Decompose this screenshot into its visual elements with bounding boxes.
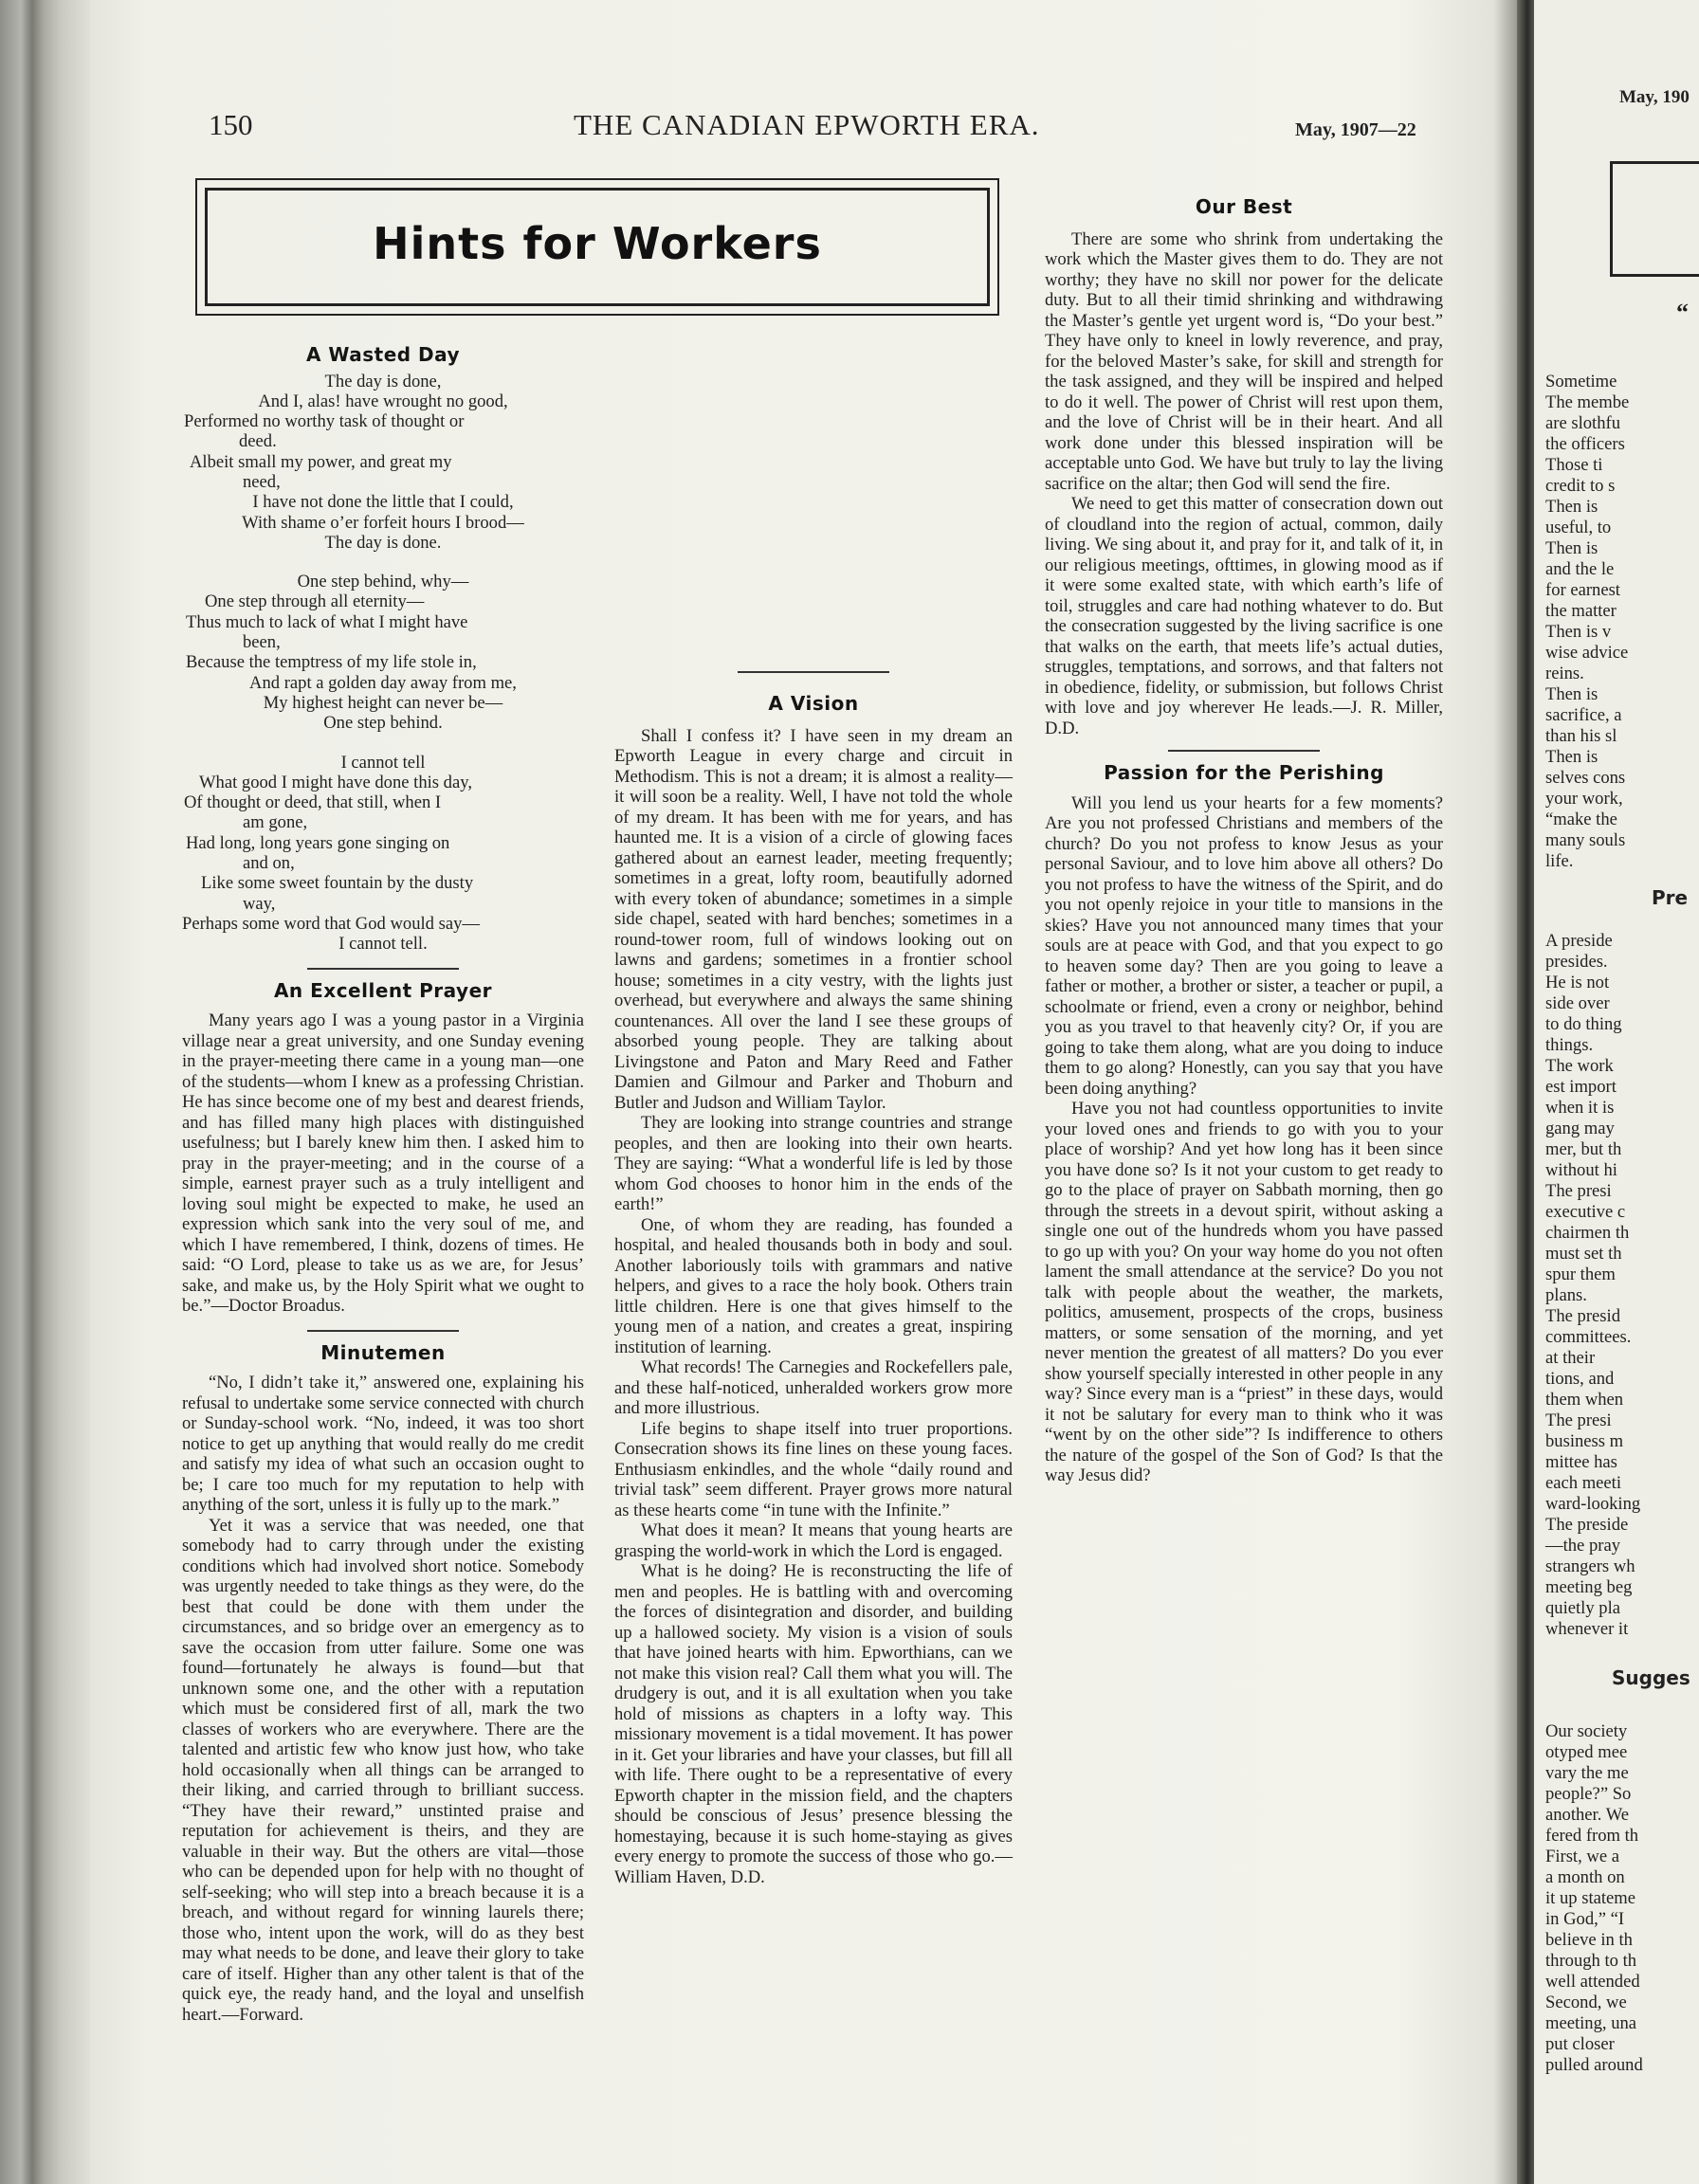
next-page-line: The preside	[1545, 1515, 1629, 1535]
poem-line: way,	[243, 893, 276, 914]
journal-title: THE CANADIAN EPWORTH ERA.	[574, 108, 1040, 141]
our-best-paragraph: There are some who shrink from undertaking the work which the Master gives them to do. They are not worthy; they have no skill nor power for the delicate duty. But to all their timid shrinking and withdrawing the Master’s gentle yet urgent word is, “Do your best.” They have only to kneel in lowly reverence, and pray, for the beloved Master’s sake, for skill and strength for the task assigned, and they will be inspired and helped to do it well. The power of Christ will rest upon them, and the love of Christ will be in their heart. And all work done under this blessed inspiration will be acceptable unto God. We have but truly to lay the living sacrifice on the altar; then God will send the fire.	[1045, 228, 1443, 494]
wasted-day-title: A Wasted Day	[305, 343, 461, 366]
vision-paragraph: What records! The Carnegies and Rockefellers pale, and these half-noticed, unheralded workers grow more and more illustrious.	[614, 1357, 1013, 1418]
next-page-line: in God,” “I	[1545, 1909, 1625, 1929]
next-page-line: The work	[1545, 1056, 1614, 1076]
our-best-title: Our Best	[1195, 195, 1293, 218]
next-page-line: a month on	[1545, 1867, 1625, 1887]
next-page-line: quietly pla	[1545, 1598, 1621, 1618]
next-page-line: presides.	[1545, 952, 1608, 972]
next-page-line: meeting beg	[1545, 1577, 1633, 1597]
passion-paragraph: Have you not had countless opportunities to invite your loved ones and friends to go with you to your place of worship? And yet how long has it been since you have done so? Is it not your custom to get ready to go to the place of prayer on Sabbath morning, then go through the streets in a devout spirit, without asking a single one out of the hundreds whom you have passed to go up with you? On your way home do you not often lament the small attendance at the service? Do you not talk with people about the weather, the markets, politics, amusement, prospects of the crops, business matters, or some sensation of the morning, and yet never mention the greatest of all matters? Do you ever show yourself specially interested in other people in any way? Since every man is a “priest” in these days, would it not be salutary for every man to think who it was “went by on the other side”? Is indifference to others the nature of the gospel of the Son of God? Is that the way Jesus did?	[1045, 1099, 1443, 1485]
next-page-line: —the pray	[1545, 1536, 1620, 1556]
next-page-line: your work,	[1545, 789, 1623, 809]
section-divider	[307, 1330, 459, 1332]
next-page-line: them when	[1545, 1390, 1624, 1410]
next-page-line: each meeti	[1545, 1473, 1622, 1493]
poem-line: And I, alas! have wrought no good,	[258, 391, 508, 411]
next-page-line: people?” So	[1545, 1784, 1632, 1804]
next-page-line: Then is	[1545, 747, 1599, 767]
column-1	[182, 345, 584, 2025]
next-page-line: well attended	[1545, 1972, 1640, 1992]
poem-line: am gone,	[243, 812, 308, 833]
next-page-line: Those ti	[1545, 455, 1603, 475]
next-page-line: selves cons	[1545, 768, 1626, 788]
vision-paragraph: What is he doing? He is reconstructing the life of men and peoples. He is battling with and overcoming the forces of disintegration and disorder, and building up a hallowed society. My vision is a vision of souls that have joined hearts with him. Epworthians, can we not make this vision real? Call them what you will. The drudgery is out, and it is all exultation when you take hold of missions as chapters in a lofty way. This missionary movement is a tidal movement. It has power in it. Get your libraries and have your classes, but fill all with life. There ought to be a representative of every Epworth chapter in the mission field, and the chapters should be conscious of Jesus’ presence blessing the homestaying, because it is such home-staying as gives every energy to promote the success of those who go.—William Haven, D.D.	[614, 1561, 1013, 1887]
poem-line: The day is done.	[324, 532, 442, 553]
title-banner	[195, 178, 999, 316]
poem-line: One step behind, why—	[297, 572, 469, 592]
next-page-line: Second, we	[1545, 1993, 1627, 2012]
next-page-line: must set th	[1545, 1244, 1622, 1264]
next-page-line: First, we a	[1545, 1847, 1619, 1866]
minutemen-title: Minutemen	[320, 1340, 446, 1364]
next-page-line: to do thing	[1545, 1014, 1622, 1034]
vision-paragraph: Shall I confess it? I have seen in my dream an Epworth League in every charge and circuit in Methodism. This is not a dream; it is almost a reality—it will soon be a reality. Well, I have not told the whole of my dream. It has been with me for years, and has haunted me. It is a vision of a circle of glowing faces gathered about an earnest leader, meeting frequently; sometimes in a great, lofty room, beautifully adorned with every token of abundance; sometimes in a simple side chapel, seated with hard benches; sometimes in a round-tower room, full of windows looking out on lawns and gardens; sometimes in a frontier school house; sometimes in a city vestry, with the lights just overhead, but everywhere and always the same shining countenances. All over the land I see these groups of absorbed young people. They are talking about Livingstone and Paton and Mary Reed and Father Damien and Gilmour and Parker and Thoburn and Butler and Judson and William Taylor.	[614, 725, 1013, 1113]
next-page-line: when it is	[1545, 1098, 1615, 1118]
vision-paragraph: Life begins to shape itself into truer proportions. Consecration shows its fine lines on these young faces. Enthusiasm enkindles, and the whole “daily round and trivial task” seem different. Prayer grows more natural as these hearts come “in tune with the Infinite.”	[614, 1418, 1013, 1520]
next-page-line: life.	[1545, 851, 1574, 871]
next-page-line: plans.	[1545, 1285, 1587, 1305]
next-page-line: He is not	[1545, 973, 1610, 992]
next-page-line: Our society	[1545, 1721, 1628, 1741]
next-page-line: The presi	[1545, 1181, 1612, 1201]
poem-line: One step behind.	[323, 713, 443, 734]
poem-line: been,	[243, 632, 281, 653]
next-page-line: meeting, una	[1545, 2013, 1637, 2033]
poem-line: Had long, long years gone singing on	[186, 832, 450, 853]
book-binding-edge	[0, 0, 90, 2184]
next-page-line: and the le	[1545, 559, 1615, 579]
issue-date: May, 1907—22	[1295, 119, 1416, 140]
next-page-line: reins.	[1545, 664, 1584, 683]
poem-line: I cannot tell	[340, 752, 426, 773]
poem-line: Because the temptress of my life stole in,	[186, 652, 477, 673]
next-page-line: mittee has	[1545, 1452, 1617, 1472]
next-page-line: strangers wh	[1545, 1556, 1635, 1576]
poem-line: What good I might have done this day,	[199, 772, 472, 792]
next-page-line: the matter	[1545, 601, 1617, 621]
next-page-line: things.	[1545, 1035, 1594, 1055]
next-page-line: Then is v	[1545, 622, 1612, 642]
next-page-line: it up stateme	[1545, 1888, 1636, 1908]
next-page-line: vary the me	[1545, 1763, 1629, 1783]
next-page-banner-frame	[1610, 161, 1699, 277]
section-divider	[1168, 750, 1320, 752]
next-page-line: “make the	[1545, 810, 1617, 829]
banner-title: Hints for Workers	[373, 218, 822, 269]
section-divider	[307, 968, 459, 970]
poem-line: One step through all eternity—	[205, 592, 425, 612]
next-page-line: spur them	[1545, 1265, 1616, 1284]
vision-title: A Vision	[768, 692, 859, 715]
next-page-line: tions, and	[1545, 1369, 1615, 1389]
poem-line: With shame o’er forfeit hours I brood—	[242, 512, 524, 533]
next-page-line: without hi	[1545, 1160, 1617, 1180]
next-page-line: ward-looking	[1545, 1494, 1641, 1514]
column-3	[1045, 178, 1443, 1486]
poem-line: deed.	[239, 431, 277, 452]
next-page-line: at their	[1545, 1348, 1596, 1368]
next-page-line: useful, to	[1545, 518, 1612, 537]
next-page-line: gang may	[1545, 1119, 1615, 1138]
next-page-line: Then is	[1545, 497, 1599, 517]
poem-line: And rapt a golden day away from me,	[249, 672, 517, 693]
excellent-prayer-body: Many years ago I was a young pastor in a Virginia village near a great university, and one Sunday evening in the prayer-meeting there came in a young man—one of the students—whom I knew as a professing Christian. He has since become one of my best and dearest friends, and has filled many high places with distinguished usefulness; but I barely knew him then. I asked him to pray in the prayer-meeting; and in the course of a simple, earnest prayer such as a truly intelligent and loving soul might be expected to make, he used an expression which sank into the very soul of me, and which I have remembered, I think, dozens of times. He said: “O Lord, please to take us as we are, for Jesus’ sake, and make us, by the Holy Spirit what we ought to be.”—Doctor Broadus.	[182, 1010, 584, 1317]
poem-line: Albeit small my power, and great my	[190, 451, 452, 472]
column-2-vision	[614, 671, 1013, 1887]
poem-line: Like some sweet fountain by the dusty	[201, 873, 474, 894]
next-page-line: through to th	[1545, 1951, 1637, 1971]
minutemen-paragraph: Yet it was a service that was needed, one that somebody had to carry through under the existing conditions which had involved short notice. Somebody was urgently needed to take things as they were, do the best that could be done with them under the circumstances, and so bridge over an emergency as to save the occasion from utter failure. Some one was found—fortunately he always is found—but that unknown some one, and the other with a reputation which must be considered first of all, mark the two classes of workers who are everywhere. There are the talented and artistic few who know just how, who take hold occasionally when all things can be arranged to their liking, and carried through to brilliant success. “They have their reward,” unstinted praise and reputation for achievement is theirs, and they are valuable in their way. But the others are vital—those who can be depended upon for help with no thought of self-seeking; who will step into a breach because it is a breach, and without regard for winning laurels there; those who, intent upon the work, will do as they best may what needs to be done, and leave their glory to take care of itself. Higher than any other talent is that of the quick eye, the ready hand, and the loyal and unselfish heart.—Forward.	[182, 1515, 584, 2025]
next-page-header: May, 190	[1619, 87, 1690, 107]
next-page-line: A preside	[1545, 931, 1613, 951]
wasted-day-poem	[182, 372, 584, 955]
next-page-line: the officers	[1545, 434, 1625, 454]
next-page-line: The presi	[1545, 1410, 1612, 1430]
poem-line: My highest height can never be—	[263, 692, 503, 713]
next-page-line: mer, but th	[1545, 1139, 1622, 1159]
next-page-line: whenever it	[1545, 1619, 1629, 1639]
next-page-line: put closer	[1545, 2034, 1615, 2054]
poem-line: I have not done the little that I could,	[252, 492, 514, 513]
next-page-line: believe in th	[1545, 1930, 1633, 1950]
excellent-prayer-title: An Excellent Prayer	[273, 978, 493, 1002]
next-page-line: chairmen th	[1545, 1223, 1630, 1243]
next-page-line: otyped mee	[1545, 1742, 1628, 1762]
passion-paragraph: Will you lend us your hearts for a few moments? Are you not professed Christians and members of the church? Do you not profess to know Jesus as your personal Saviour, and to love him above all others? Do you not profess to have the witness of the Spirit, and do you not openly rejoice in your title to mansions in the skies? Have you not announced many times that your souls are at peace with God, and that you expect to go to heaven some day? Then are you going to leave a father or mother, a brother or sister, a teacher or pupil, a schoolmate or friend, even a crony or neighbor, behind you as you travel to that heavenly city? Or, if you are going to take them along, what are you doing to induce them to go along? Honestly, can you say that you have been doing anything?	[1045, 792, 1443, 1099]
next-page-line: executive c	[1545, 1202, 1626, 1222]
page-number: 150	[209, 108, 253, 141]
poem-line: need,	[243, 471, 281, 492]
poem-line: The day is done,	[324, 371, 442, 391]
poem-line: and on,	[243, 853, 295, 874]
passion-title: Passion for the Perishing	[1104, 761, 1384, 784]
book-gutter	[1517, 0, 1534, 2184]
next-page-line: are slothfu	[1545, 413, 1620, 433]
poem-line: Thus much to lack of what I might have	[186, 611, 468, 632]
next-page-line: for earnest	[1545, 580, 1620, 600]
poem-line: Perhaps some word that God would say—	[182, 913, 480, 934]
next-page-line: Sometime	[1545, 372, 1617, 391]
next-page-line: wise advice	[1545, 643, 1629, 663]
next-page-line: many souls	[1545, 830, 1626, 850]
next-page-fragment	[1534, 0, 1699, 2184]
minutemen-paragraph: “No, I didn’t take it,” answered one, explaining his refusal to undertake some service connected with church or Sunday-school work. “No, indeed, it was too short notice to get up anything that would really do me credit and satisfy my idea of what such an occasion ought to be; I care too much for my reputation to help with anything of the sort, unless it is fully up to the mark.”	[182, 1373, 584, 1516]
poem-line: Performed no worthy task of thought or	[184, 411, 465, 432]
next-page-quote-mark: “	[1676, 299, 1689, 326]
next-page-line: The presid	[1545, 1306, 1620, 1326]
next-page-line: est import	[1545, 1077, 1617, 1097]
next-page-line: another. We	[1545, 1805, 1630, 1825]
next-page-line: The membe	[1545, 392, 1630, 412]
next-page-line: Then is	[1545, 684, 1599, 704]
next-page-line: than his sl	[1545, 726, 1617, 746]
vision-paragraph: What does it mean? It means that young hearts are grasping the world-work in which the Lord is engaged.	[614, 1520, 1013, 1561]
next-page-line: committees.	[1545, 1327, 1632, 1347]
next-page-line: sacrifice, a	[1545, 705, 1622, 725]
next-page-line: side over	[1545, 993, 1610, 1013]
vision-paragraph: One, of whom they are reading, has founded a hospital, and healed thousands both in body and soul. Another laboriously toils with grammars and native helpers, and gives to a race the holy book. Others train little children. Here is one that gives himself to the young men of a nation, and creates a great, inspiring institution of learning.	[614, 1214, 1013, 1357]
poem-line: I cannot tell.	[338, 934, 428, 955]
next-page-line: business m	[1545, 1431, 1624, 1451]
next-page-heading: Sugges	[1612, 1666, 1690, 1689]
next-page-line: pulled around	[1545, 2055, 1643, 2075]
section-divider	[738, 671, 889, 673]
next-page-line: Then is	[1545, 538, 1599, 558]
next-page-line: credit to s	[1545, 476, 1616, 496]
next-page-heading: Pre	[1652, 886, 1689, 909]
vision-paragraph: They are looking into strange countries and strange peoples, and then are looking into their own hearts. They are saying: “What a wonderful life is led by those whom God chooses to honor him in the ends of the earth!”	[614, 1113, 1013, 1214]
our-best-paragraph: We need to get this matter of consecration down out of cloudland into the region of actual, common, daily living. We sing about it, and pray for it, and talk of it, in our religious meetings, ofttimes, in glowing mood as if it were some exalted state, with which earth’s life of toil, struggles and care had nothing whatever to do. But the consecration suggested by the living sacrifice is one that walks on the earth, that meets life’s actual duties, struggles, temptations, and sorrows, and that falters not in obedience, fidelity, or submission, but follows Christ with love and joy wherever He leads.—J. R. Miller, D.D.	[1045, 494, 1443, 738]
poem-line: Of thought or deed, that still, when I	[184, 792, 442, 813]
next-page-line: fered from th	[1545, 1826, 1639, 1846]
